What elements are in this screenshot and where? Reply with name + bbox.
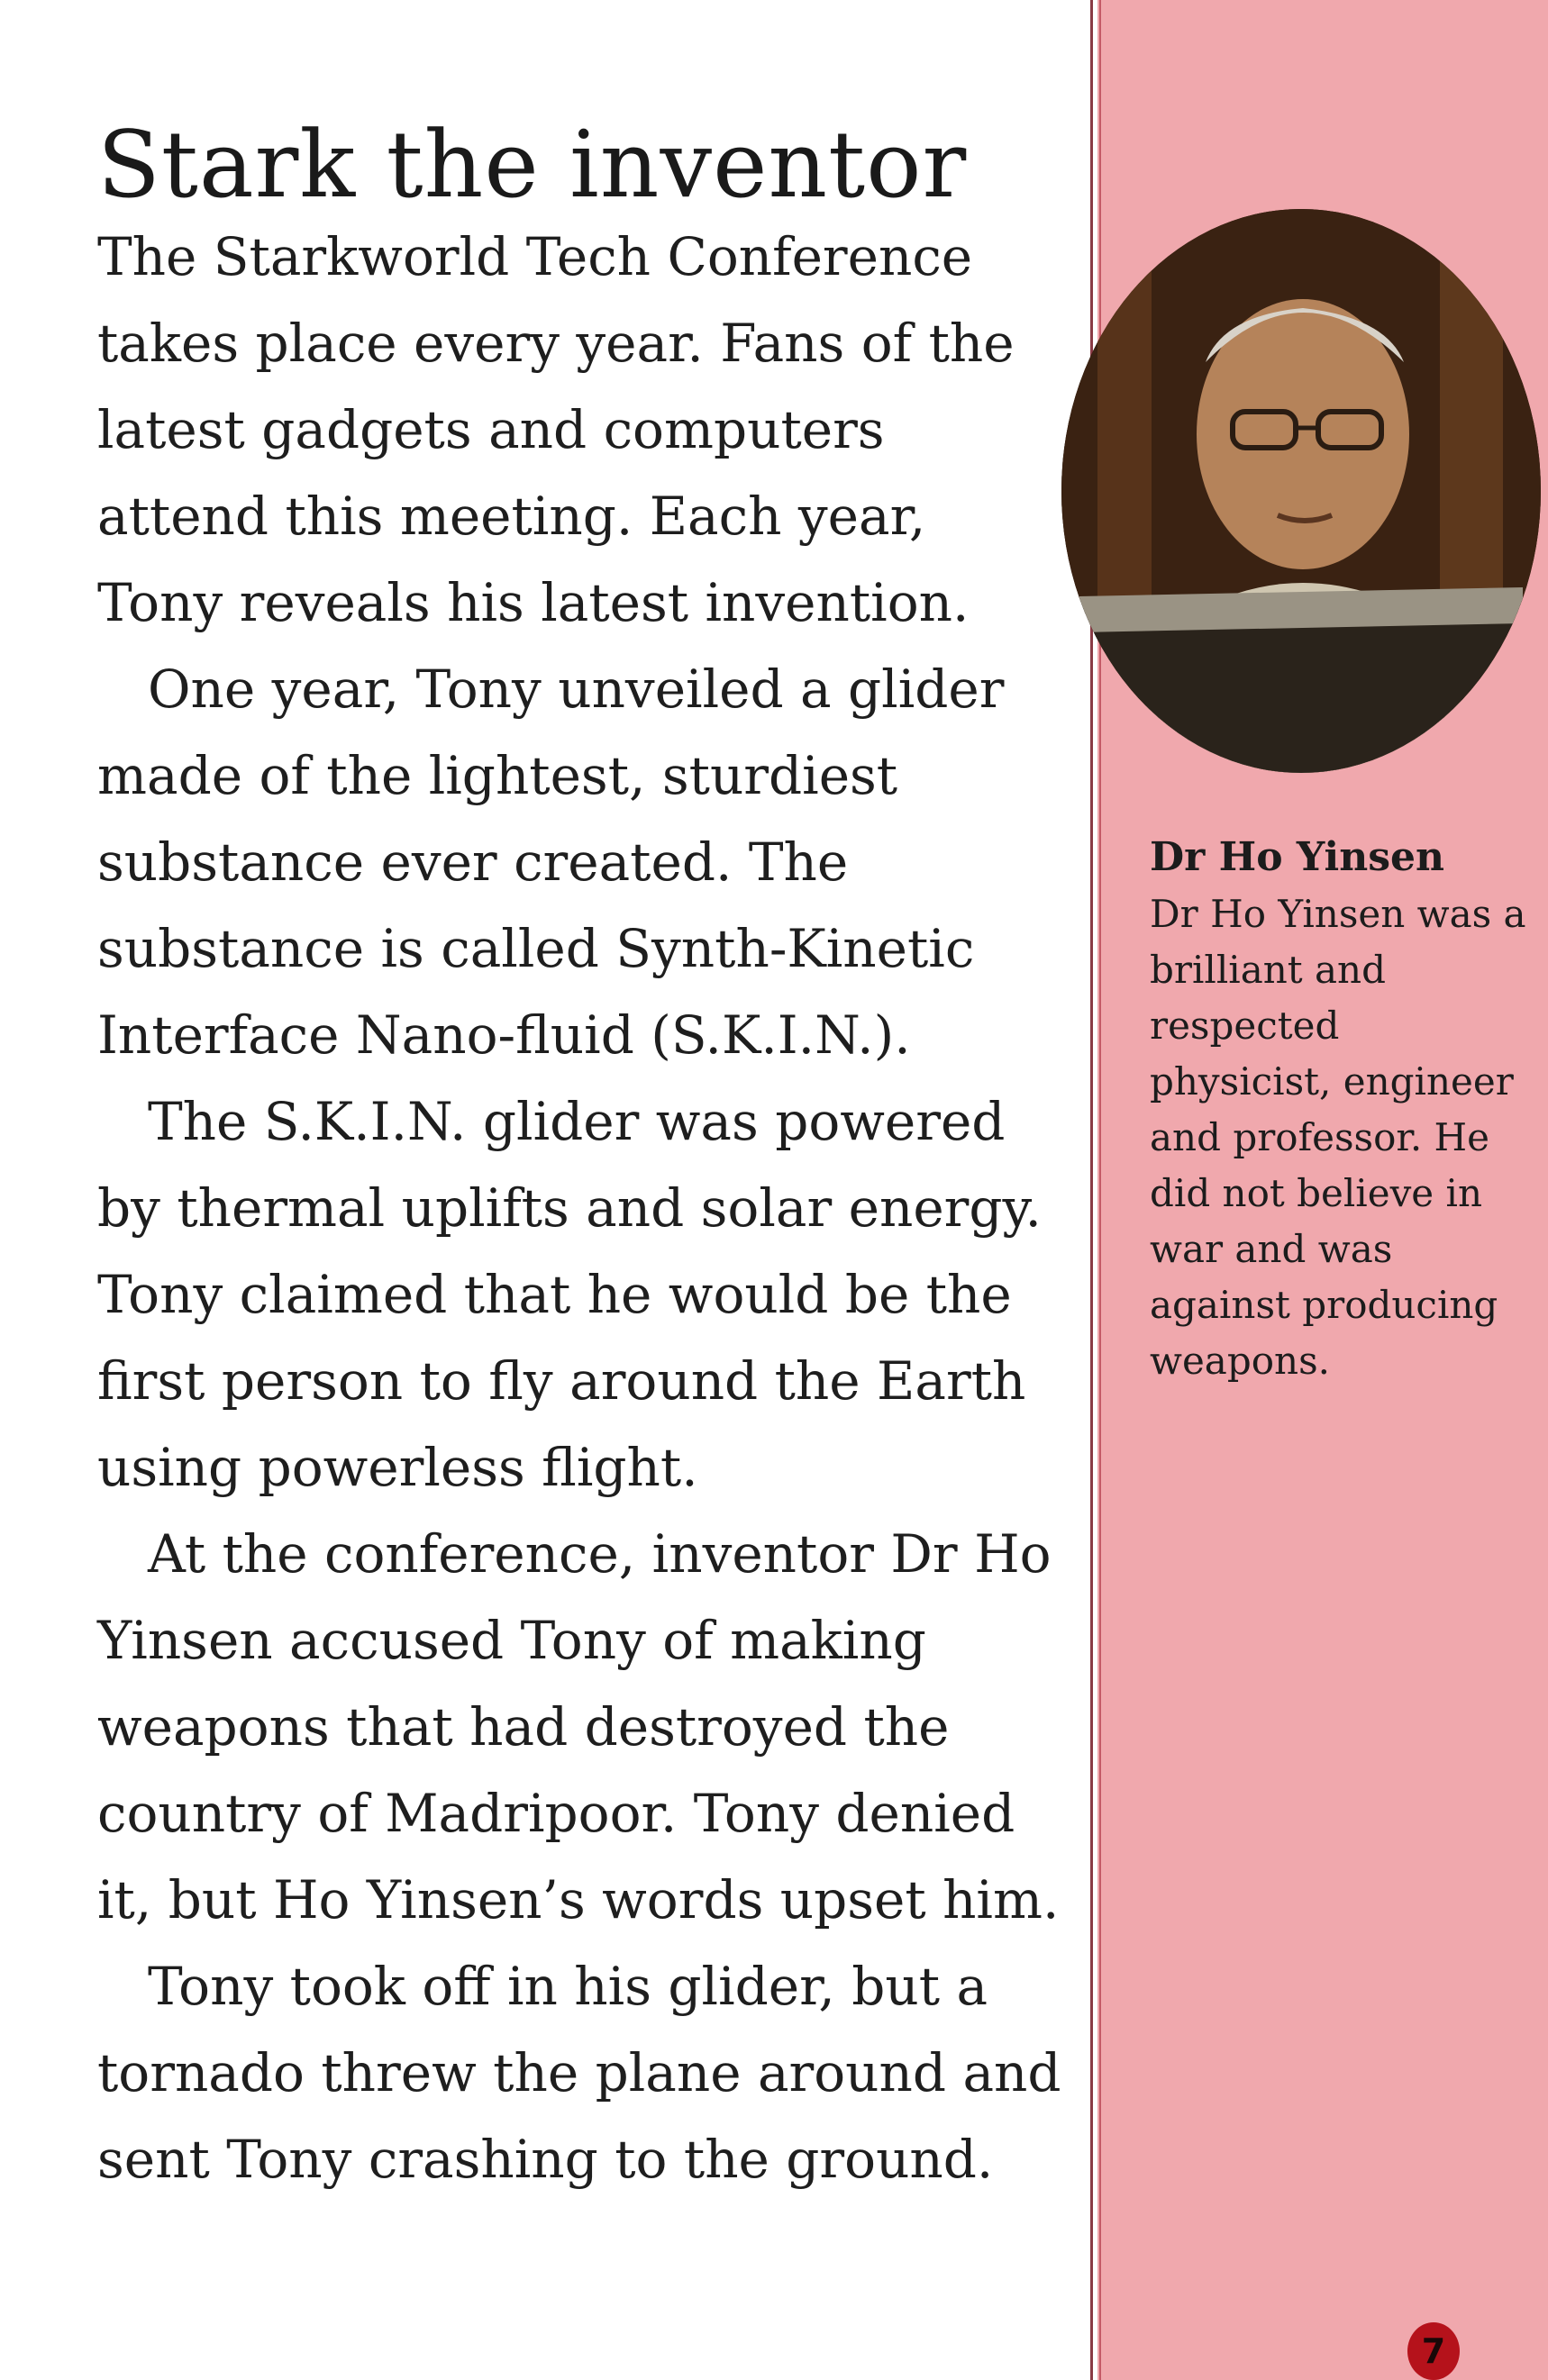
paragraph-4: At the conference, inventor Dr Ho Yinsen accused Tony of making weapons that had destroyed the country of Madripoor. Tony denied it, but Ho Yinsen’s words upset him. [97,1523,1060,1931]
caption-text: Dr Ho Yinsen was a brilliant and respected physicist, engineer and professor. He did not believe in war and was against producing weapons. [1150,892,1526,1383]
page-title: Stark the inventor [97,112,968,219]
ho-yinsen-portrait [1061,209,1541,773]
paragraph-2: One year, Tony unveiled a glider made of the lightest, sturdiest substance ever created. The substance is called Synth-Kinetic Interface Nano-fluid (S.K.I.N.). [97,659,1005,1067]
page-number-badge: 7 [1407,2322,1460,2380]
portrait-caption [1150,831,1528,1389]
paragraph-3: The S.K.I.N. glider was powered by thermal uplifts and solar energy. Tony claimed that he would be the first person to fly around the Earth using powerless flight. [97,1091,1042,1499]
paragraph-5: Tony took off in his glider, but a tornado threw the plane around and sent Tony crashing to the ground. [97,1956,1061,2191]
main-column [97,112,1088,2203]
body-text [97,213,1061,2203]
paragraph-1: The Starkworld Tech Conference takes place every year. Fans of the latest gadgets and computers attend this meeting. Each year, Tony reveals his latest invention. [97,226,1015,634]
caption-title: Dr Ho Yinsen [1150,834,1444,880]
portrait-illustration [1061,209,1541,773]
